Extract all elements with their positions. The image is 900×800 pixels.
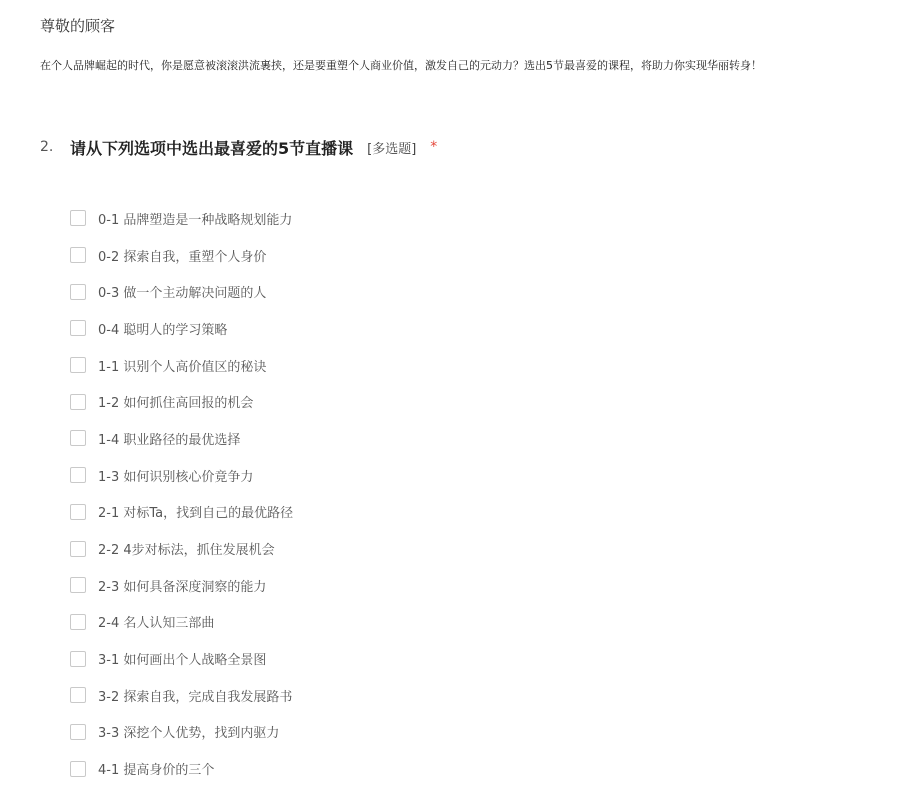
question-title: 请从下列选项中选出最喜爱的5节直播课: [70, 138, 354, 158]
option-item[interactable]: [70, 383, 830, 420]
option-item[interactable]: [70, 640, 830, 677]
question-header: [40, 134, 437, 160]
checkbox[interactable]: [70, 210, 86, 226]
checkbox[interactable]: [70, 541, 86, 557]
option-item[interactable]: [70, 457, 830, 494]
option-label: 1-3 如何识别核心价竟争力: [98, 469, 254, 485]
question-type-label: [多选题]: [367, 141, 417, 157]
checkbox[interactable]: [70, 651, 86, 667]
checkbox[interactable]: [70, 467, 86, 483]
option-item[interactable]: [70, 420, 830, 457]
checkbox[interactable]: [70, 430, 86, 446]
option-item[interactable]: [70, 273, 830, 310]
option-item[interactable]: [70, 530, 830, 567]
option-label: 1-2 如何抓住高回报的机会: [98, 396, 254, 412]
option-list: [70, 200, 830, 787]
checkbox[interactable]: [70, 394, 86, 410]
option-item[interactable]: [70, 494, 830, 531]
option-item[interactable]: [70, 310, 830, 347]
required-mark: *: [430, 139, 438, 155]
intro-text: 在个人品牌崛起的时代，你是愿意被滚滚洪流裹挟，还是要重塑个人商业价值，激发自己的元动力？选出5节最喜爱的课程，将助力你实现华丽转身！: [40, 59, 762, 72]
option-item[interactable]: [70, 567, 830, 604]
greeting-heading: 尊敬的顾客: [40, 17, 116, 35]
option-item[interactable]: [70, 237, 830, 274]
option-label: 0-3 做一个主动解决问题的人: [98, 286, 267, 302]
option-item[interactable]: [70, 714, 830, 751]
checkbox[interactable]: [70, 724, 86, 740]
question-number: 2.: [40, 139, 54, 155]
checkbox[interactable]: [70, 284, 86, 300]
option-item[interactable]: [70, 200, 830, 237]
option-label: 1-1 识别个人高价值区的秘诀: [98, 359, 267, 375]
checkbox[interactable]: [70, 687, 86, 703]
option-label: 2-1 对标Ta，找到自己的最优路径: [98, 506, 294, 522]
option-label: 0-2 探索自我，重塑个人身价: [98, 249, 267, 265]
option-label: 2-3 如何具备深度洞察的能力: [98, 579, 267, 595]
checkbox[interactable]: [70, 357, 86, 373]
option-label: 3-1 如何画出个人战略全景图: [98, 653, 267, 669]
option-item[interactable]: [70, 347, 830, 384]
option-label: 2-2 4步对标法，抓住发展机会: [98, 543, 275, 559]
checkbox[interactable]: [70, 614, 86, 630]
option-label: 2-4 名人认知三部曲: [98, 616, 215, 632]
checkbox[interactable]: [70, 761, 86, 777]
option-label: 4-1 提高身价的三个: [98, 763, 215, 779]
option-label: 3-3 深挖个人优势，找到内驱力: [98, 726, 280, 742]
option-label: 0-1 品牌塑造是一种战略规划能力: [98, 212, 293, 228]
option-item[interactable]: [70, 677, 830, 714]
checkbox[interactable]: [70, 320, 86, 336]
option-label: 3-2 探索自我，完成自我发展路书: [98, 689, 293, 705]
option-item[interactable]: [70, 604, 830, 641]
option-item[interactable]: [70, 750, 830, 787]
option-label: 0-4 聪明人的学习策略: [98, 322, 228, 338]
option-label: 1-4 职业路径的最优选择: [98, 432, 241, 448]
checkbox[interactable]: [70, 577, 86, 593]
checkbox[interactable]: [70, 504, 86, 520]
checkbox[interactable]: [70, 247, 86, 263]
